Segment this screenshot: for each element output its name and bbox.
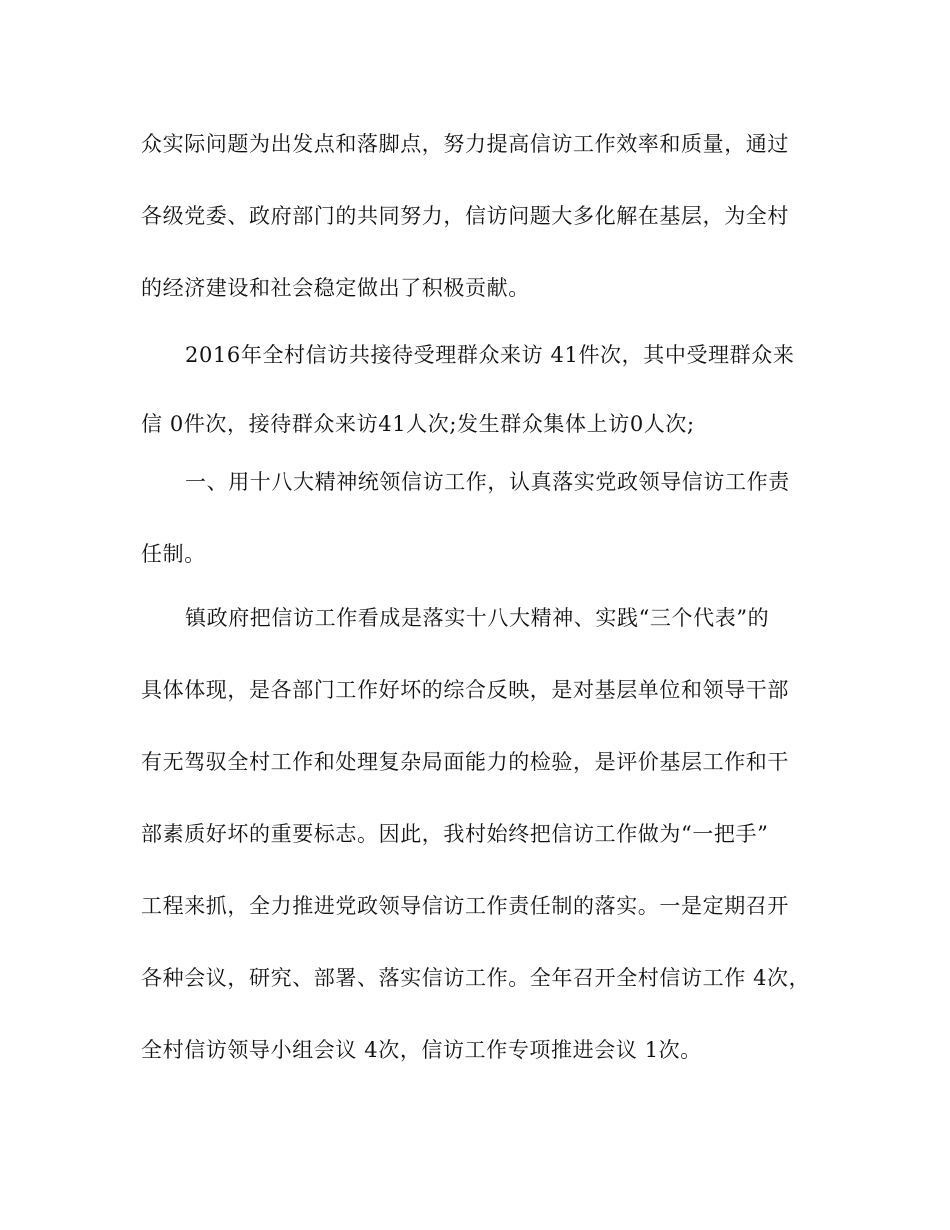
text-line: 有无驾驭全村工作和处理复杂局面能力的检验，是评价基层工作和干 bbox=[141, 750, 789, 774]
text-line: 各级党委、政府部门的共同努力，信访问题大多化解在基层，为全村 bbox=[141, 204, 789, 228]
text-line: 的经济建设和社会稳定做出了积极贡献。 bbox=[141, 276, 530, 300]
section-heading-line: 任制。 bbox=[141, 542, 206, 566]
paragraph-first-line: 镇政府把信访工作看成是落实十八大精神、实践“三个代表”的 bbox=[185, 606, 770, 630]
text-line: 众实际问题为出发点和落脚点，努力提高信访工作效率和质量，通过 bbox=[141, 132, 789, 156]
text-line: 各种会议，研究、部署、落实信访工作。全年召开全村信访工作 4次， bbox=[141, 966, 811, 990]
text-line: 全村信访领导小组会议 4次，信访工作专项推进会议 1次。 bbox=[141, 1038, 702, 1062]
text-line: 信 0件次，接待群众来访41人次;发生群众集体上访0人次; bbox=[141, 412, 695, 436]
paragraph-first-line: 2016年全村信访共接待受理群众来访 41件次，其中受理群众来 bbox=[185, 343, 795, 367]
text-line: 工程来抓，全力推进党政领导信访工作责任制的落实。一是定期召开 bbox=[141, 894, 789, 918]
section-heading-line: 一、用十八大精神统领信访工作，认真落实党政领导信访工作责 bbox=[185, 470, 790, 494]
text-line: 部素质好坏的重要标志。因此，我村始终把信访工作做为“一把手” bbox=[141, 822, 769, 846]
text-line: 具体体现，是各部门工作好坏的综合反映，是对基层单位和领导干部 bbox=[141, 678, 789, 702]
